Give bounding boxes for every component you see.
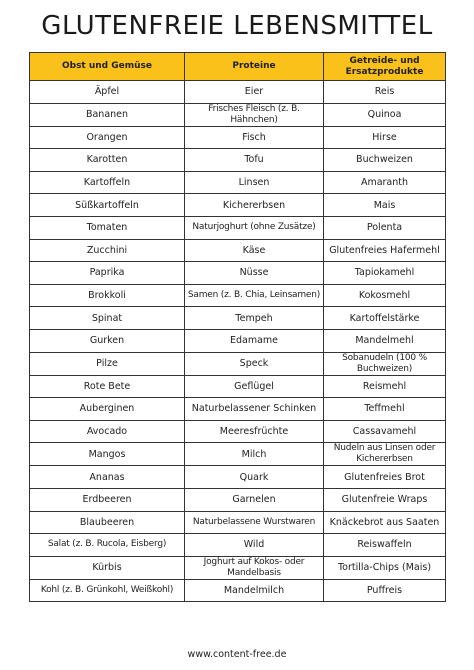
column-header-proteins: Proteine — [185, 53, 324, 81]
cell-fruit-vegetable: Orangen — [30, 126, 185, 149]
table-row — [30, 511, 446, 534]
cell-protein: Speck — [185, 352, 324, 375]
table-row — [30, 556, 446, 579]
cell-grain: Glutenfreie Wraps — [324, 488, 446, 511]
cell-fruit-vegetable: Kürbis — [30, 556, 185, 579]
cell-grain: Kokosmehl — [324, 284, 446, 307]
cell-grain: Mais — [324, 194, 446, 217]
cell-grain: Glutenfreies Brot — [324, 466, 446, 489]
cell-fruit-vegetable: Paprika — [30, 262, 185, 285]
cell-fruit-vegetable: Bananen — [30, 103, 185, 126]
cell-fruit-vegetable: Brokkoli — [30, 284, 185, 307]
page-title: GLUTENFREIE LEBENSMITTEL — [41, 11, 433, 41]
cell-protein: Käse — [185, 239, 324, 262]
food-table — [29, 52, 446, 602]
table-body — [30, 81, 446, 602]
cell-protein: Samen (z. B. Chia, Leinsamen) — [185, 284, 324, 307]
cell-fruit-vegetable: Salat (z. B. Rucola, Eisberg) — [30, 534, 185, 557]
cell-grain: Kartoffelstärke — [324, 307, 446, 330]
table-row — [30, 375, 446, 398]
cell-grain: Mandelmehl — [324, 329, 446, 352]
cell-protein: Fisch — [185, 126, 324, 149]
cell-protein: Mandelmilch — [185, 579, 324, 602]
table-row — [30, 103, 446, 126]
table-row — [30, 81, 446, 104]
cell-grain: Cassavamehl — [324, 420, 446, 443]
footer-website: www.content-free.de — [187, 649, 287, 660]
cell-fruit-vegetable: Avocado — [30, 420, 185, 443]
table-row — [30, 216, 446, 239]
cell-grain: Sobanudeln (100 % Buchweizen) — [324, 352, 446, 375]
cell-fruit-vegetable: Auberginen — [30, 398, 185, 421]
cell-grain: Polenta — [324, 216, 446, 239]
cell-fruit-vegetable: Pilze — [30, 352, 185, 375]
table-header-row — [30, 53, 446, 81]
table-row — [30, 149, 446, 172]
table-row — [30, 398, 446, 421]
table-row — [30, 420, 446, 443]
cell-fruit-vegetable: Ananas — [30, 466, 185, 489]
cell-protein: Quark — [185, 466, 324, 489]
cell-grain: Tapiokamehl — [324, 262, 446, 285]
cell-protein: Naturbelassener Schinken — [185, 398, 324, 421]
cell-fruit-vegetable: Gurken — [30, 329, 185, 352]
cell-protein: Tofu — [185, 149, 324, 172]
cell-grain: Hirse — [324, 126, 446, 149]
cell-fruit-vegetable: Rote Bete — [30, 375, 185, 398]
cell-fruit-vegetable: Blaubeeren — [30, 511, 185, 534]
cell-protein: Milch — [185, 443, 324, 466]
table-row — [30, 579, 446, 602]
table-row — [30, 194, 446, 217]
cell-grain: Reis — [324, 81, 446, 104]
cell-grain: Nudeln aus Linsen oder Kichererbsen — [324, 443, 446, 466]
cell-protein: Eier — [185, 81, 324, 104]
table-row — [30, 443, 446, 466]
cell-protein: Edamame — [185, 329, 324, 352]
cell-grain: Teffmehl — [324, 398, 446, 421]
table-row — [30, 239, 446, 262]
cell-fruit-vegetable: Spinat — [30, 307, 185, 330]
cell-grain: Reismehl — [324, 375, 446, 398]
table-row — [30, 126, 446, 149]
cell-grain: Tortilla-Chips (Mais) — [324, 556, 446, 579]
table-row — [30, 329, 446, 352]
cell-fruit-vegetable: Kohl (z. B. Grünkohl, Weißkohl) — [30, 579, 185, 602]
cell-protein: Frisches Fleisch (z. B. Hähnchen) — [185, 103, 324, 126]
table-row — [30, 262, 446, 285]
cell-protein: Naturjoghurt (ohne Zusätze) — [185, 216, 324, 239]
cell-fruit-vegetable: Karotten — [30, 149, 185, 172]
cell-grain: Puffreis — [324, 579, 446, 602]
cell-fruit-vegetable: Kartoffeln — [30, 171, 185, 194]
cell-protein: Geflügel — [185, 375, 324, 398]
cell-fruit-vegetable: Tomaten — [30, 216, 185, 239]
cell-protein: Wild — [185, 534, 324, 557]
cell-fruit-vegetable: Erdbeeren — [30, 488, 185, 511]
table-row — [30, 534, 446, 557]
cell-protein: Tempeh — [185, 307, 324, 330]
cell-grain: Buchweizen — [324, 149, 446, 172]
cell-fruit-vegetable: Mangos — [30, 443, 185, 466]
table-row — [30, 307, 446, 330]
cell-grain: Amaranth — [324, 171, 446, 194]
cell-grain: Quinoa — [324, 103, 446, 126]
table-row — [30, 352, 446, 375]
cell-grain: Knäckebrot aus Saaten — [324, 511, 446, 534]
cell-protein: Joghurt auf Kokos- oder Mandelbasis — [185, 556, 324, 579]
table-row — [30, 466, 446, 489]
table-row — [30, 171, 446, 194]
table-row — [30, 284, 446, 307]
column-header-grains: Getreide- und Ersatzprodukte — [324, 53, 446, 81]
cell-protein: Nüsse — [185, 262, 324, 285]
cell-protein: Kichererbsen — [185, 194, 324, 217]
cell-fruit-vegetable: Zucchini — [30, 239, 185, 262]
cell-protein: Meeresfrüchte — [185, 420, 324, 443]
cell-fruit-vegetable: Äpfel — [30, 81, 185, 104]
cell-protein: Garnelen — [185, 488, 324, 511]
cell-fruit-vegetable: Süßkartoffeln — [30, 194, 185, 217]
cell-protein: Linsen — [185, 171, 324, 194]
cell-grain: Reiswaffeln — [324, 534, 446, 557]
table-row — [30, 488, 446, 511]
cell-protein: Naturbelassene Wurstwaren — [185, 511, 324, 534]
column-header-fruit-vegetables: Obst und Gemüse — [30, 53, 185, 81]
cell-grain: Glutenfreies Hafermehl — [324, 239, 446, 262]
